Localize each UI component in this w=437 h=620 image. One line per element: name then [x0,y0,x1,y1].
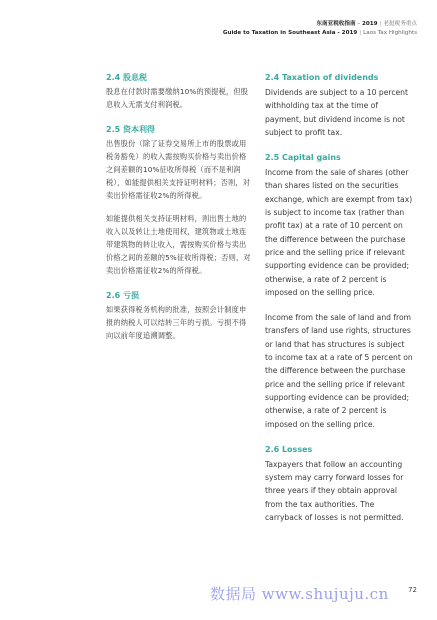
english-column [265,72,413,537]
section-capital-gains-en [265,152,413,431]
paragraph: 出售股份（除了证券交易所上市的股票或用税务豁免）的收入需按购买价格与卖出价格之间差额的10%征收所得税（而不是利润税），如能提供相关支持证明材料；否则，对卖出价格需征收2%的所得税。 [106,139,251,200]
paragraph: 股息在付款时需要缴纳10%的预提税，但股息收入无需支付利润税。 [106,87,249,109]
section-heading: 2.4 Taxation of dividends [265,73,379,82]
running-header [223,20,417,38]
header-line-en [223,29,417,38]
paragraph: Income from the sale of shares (other than shares listed on the securities exchange, which are exempt from tax) is subject to income tax (rather than profit tax) at a rate of 10 percent on the difference between the purchase price and the selling price if relevant supporting evidence can be provided; otherwise, a rate of 2 percent is imposed on the selling price. [265,168,413,297]
header-line-cn [223,20,417,29]
paragraph: Taxpayers that follow an accounting system may carry forward losses for three years if they obtain approval from the tax authorities. The carryback of losses is not permitted. [265,459,404,523]
paragraph: 如果获得税务机构的批准，按照会计制度申报的纳税人可以结转三年的亏损。亏损不得向以前年度追溯调整。 [106,305,247,340]
section-heading: 2.4 股息税 [106,73,147,82]
watermark: 数据局 www.shujuju.cn [210,585,389,603]
header-title-cn: 东南亚税收指南 [316,21,356,27]
section-losses-en [265,444,413,524]
section-heading: 2.6 Losses [265,444,313,454]
paragraph: Dividends are subject to a 10 percent withholding tax at the time of payment, but dividend income is not subject to profit tax. [265,88,408,137]
header-country-cn: 老挝税务重点 [383,21,417,27]
paragraph: 如能提供相关支持证明材料，则出售土地的收入以及转让土地使用权，建筑物或土地连带建筑物的转让收入，需按购买价格与卖出价格之间的差额的5%征收所得税；否则，对卖出价格需征收2%的所得税。 [106,214,251,275]
section-heading: 2.5 资本利得 [106,125,155,134]
header-year: 2019 [361,21,378,27]
header-country-en: Laos Tax Highlights [363,30,417,36]
header-title-en: Guide to Taxation in Southeast Asia - 2019 [222,30,358,36]
section-heading: 2.5 Capital gains [265,153,341,163]
header-separator: | [379,21,382,27]
header-separator: | [359,30,362,36]
section-losses-cn [106,290,251,342]
chinese-column [106,72,251,355]
paragraph: Income from the sale of land and from transfers of land use rights, structures or land that has structures is subject to income tax at a rate of 5 percent on the difference between the purchase price and the selling price if relevant supporting evidence can be provided; otherwise, a rate of 2 percent is imposed on the selling price. [265,313,413,429]
section-dividends-en [265,72,413,139]
page-number: 72 [408,586,417,594]
section-capital-gains-cn [106,124,251,277]
header-dash: – [357,21,361,27]
section-heading: 2.6 亏损 [106,291,139,300]
section-dividend-tax-cn [106,72,251,111]
